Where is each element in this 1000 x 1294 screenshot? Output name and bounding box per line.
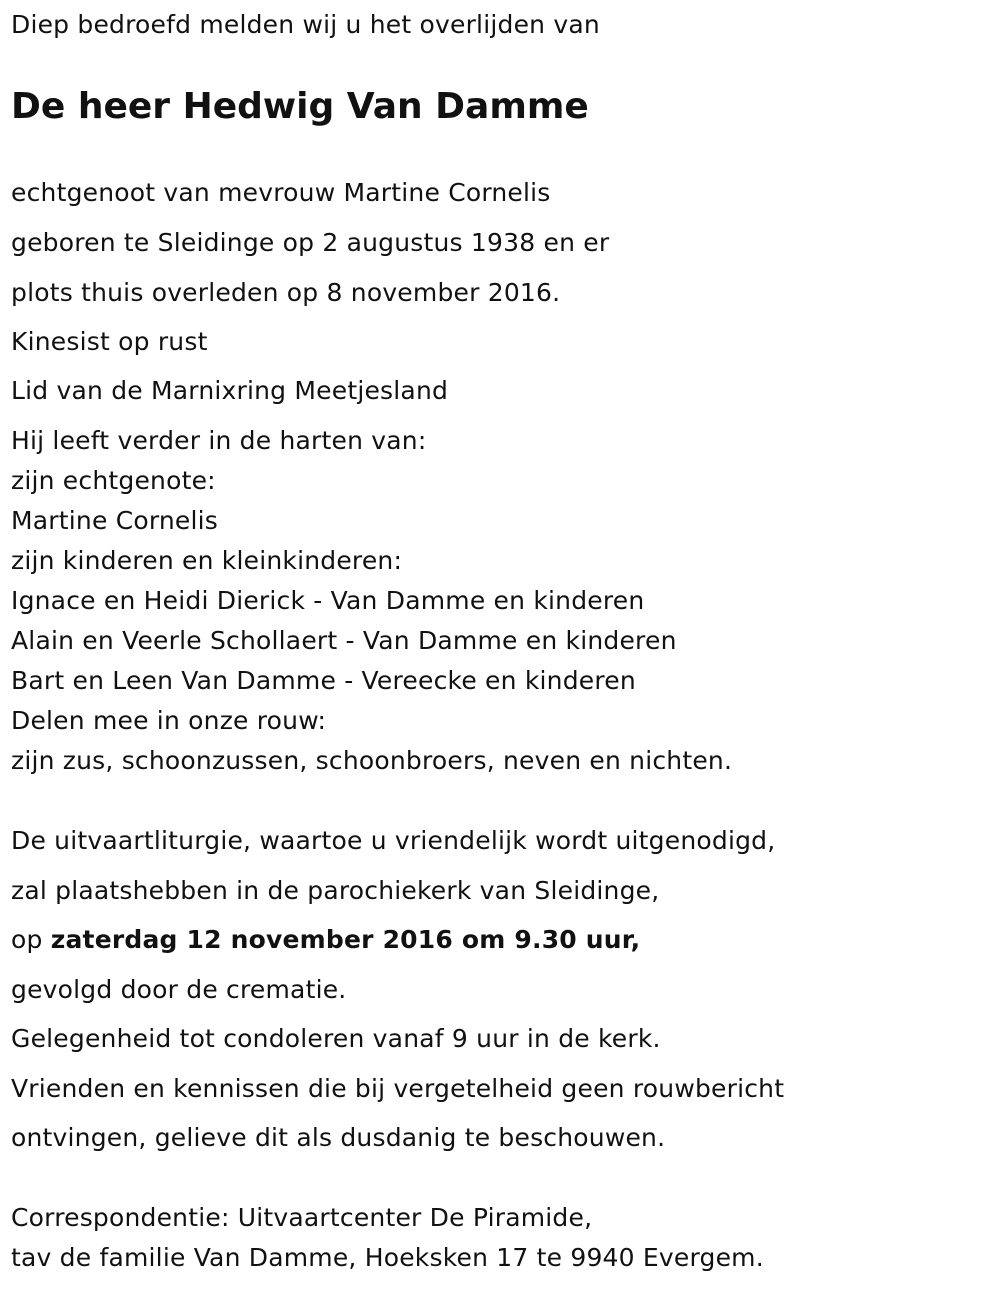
family-line: Ignace en Heidi Dierick - Van Damme en kinderen: [11, 586, 645, 615]
family-line: Bart en Leen Van Damme - Vereecke en kinderen: [11, 666, 636, 695]
funeral-date-prefix: op: [11, 925, 51, 954]
family-line: Delen mee in onze rouw:: [11, 706, 327, 735]
correspondence-line: tav de familie Van Damme, Hoeksken 17 te 9940 Evergem.: [11, 1243, 764, 1272]
funeral-line: ontvingen, gelieve dit als dusdanig te beschouwen.: [11, 1123, 666, 1152]
bio-line: geboren te Sleidinge op 2 augustus 1938 en er: [11, 228, 610, 257]
bio-line: Kinesist op rust: [11, 327, 208, 356]
bio-line: plots thuis overleden op 8 november 2016.: [11, 278, 561, 307]
funeral-date: zaterdag 12 november 2016 om 9.30 uur,: [50, 925, 641, 954]
deceased-name: De heer Hedwig Van Damme: [11, 86, 589, 127]
correspondence-line: Correspondentie: Uitvaartcenter De Piramide,: [11, 1203, 593, 1232]
funeral-line: Vrienden en kennissen die bij vergetelheid geen rouwbericht: [11, 1074, 785, 1103]
funeral-line: zal plaatshebben in de parochiekerk van Sleidinge,: [11, 876, 660, 905]
funeral-line: Gelegenheid tot condoleren vanaf 9 uur in de kerk.: [11, 1024, 661, 1053]
funeral-line: De uitvaartliturgie, waartoe u vriendelijk wordt uitgenodigd,: [11, 826, 776, 855]
intro-text: Diep bedroefd melden wij u het overlijden van: [11, 10, 600, 39]
family-line: Hij leeft verder in de harten van:: [11, 426, 427, 455]
bio-line: echtgenoot van mevrouw Martine Cornelis: [11, 178, 551, 207]
family-line: zijn zus, schoonzussen, schoonbroers, neven en nichten.: [11, 746, 733, 775]
family-line: zijn kinderen en kleinkinderen:: [11, 546, 403, 575]
funeral-date-line: [11, 925, 640, 955]
family-line: zijn echtgenote:: [11, 466, 216, 495]
family-line: Alain en Veerle Schollaert - Van Damme en kinderen: [11, 626, 677, 655]
family-line: Martine Cornelis: [11, 506, 219, 535]
bio-line: Lid van de Marnixring Meetjesland: [11, 376, 449, 405]
funeral-line: gevolgd door de crematie.: [11, 975, 347, 1004]
